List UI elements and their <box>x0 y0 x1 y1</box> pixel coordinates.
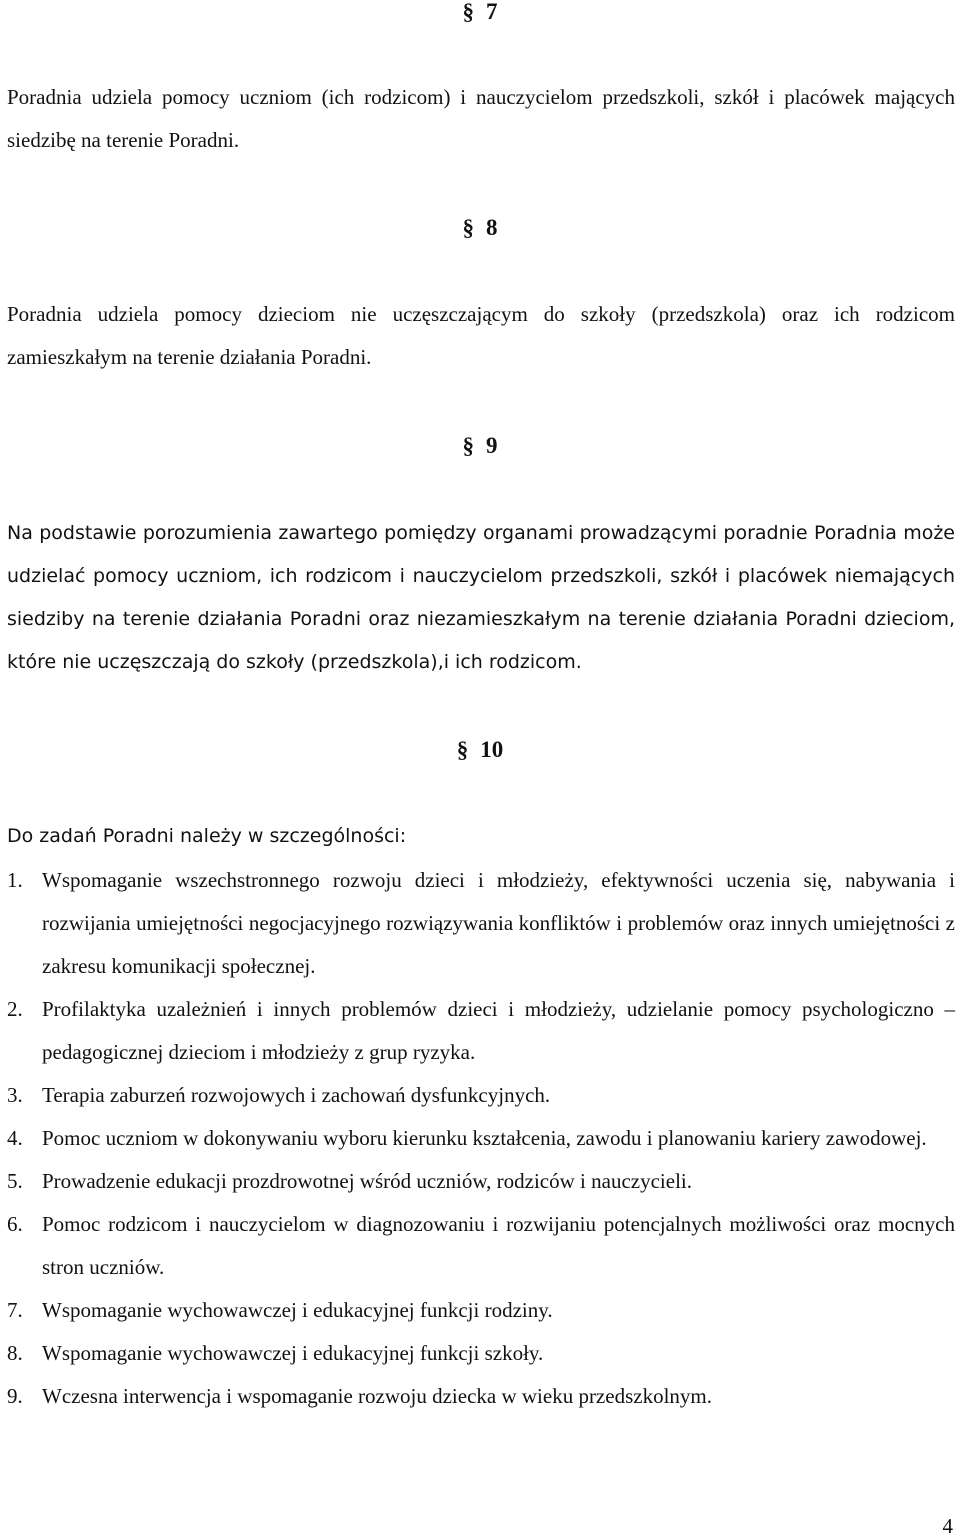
section-symbol: § <box>462 215 474 240</box>
list-item-text: Prowadzenie edukacji prozdrowotnej wśród uczniów, rodziców i nauczycieli. <box>42 1169 692 1193</box>
list-item <box>7 1375 955 1418</box>
list-item-number: 2. <box>7 997 23 1021</box>
list-item-number: 7. <box>7 1298 23 1322</box>
section-heading-7 <box>0 0 960 26</box>
section-heading-10 <box>0 736 960 764</box>
section-number: 7 <box>486 0 498 24</box>
section-9-text: Na podstawie porozumienia zawartego pomiędzy organami prowadzącymi poradnie Poradnia może udzielać pomocy uczniom, ich rodzicom i nauczycielom przedszkoli, szkół i placówek niemających siedziby na terenie działania Poradni oraz niezamieszkałym na terenie działania Poradni dzieciom, które nie uczęszczają do szkoły (przedszkola),i ich rodzicom. <box>7 522 955 673</box>
list-item-text: Wspomaganie wychowawczej i edukacyjnej funkcji rodziny. <box>42 1298 553 1322</box>
section-number: 8 <box>486 215 498 240</box>
list-item-text: Terapia zaburzeń rozwojowych i zachowań dysfunkcyjnych. <box>42 1083 551 1107</box>
section-symbol: § <box>462 433 474 458</box>
list-item-text: Pomoc uczniom w dokonywaniu wyboru kierunku kształcenia, zawodu i planowaniu kariery zawodowej. <box>42 1126 927 1150</box>
list-item-number: 5. <box>7 1169 23 1193</box>
list-item <box>7 988 955 1074</box>
list-item-text: Pomoc rodzicom i nauczycielom w diagnozowaniu i rozwijaniu potencjalnych możliwości oraz mocnych stron uczniów. <box>42 1212 955 1279</box>
section-number: 10 <box>480 737 504 762</box>
tasks-list <box>7 859 955 1418</box>
list-item-text: Wspomaganie wychowawczej i edukacyjnej funkcji szkoły. <box>42 1341 544 1365</box>
list-item <box>7 1117 955 1160</box>
section-symbol: § <box>456 737 469 762</box>
list-item-text: Wspomaganie wszechstronnego rozwoju dzieci i młodzieży, efektywności uczenia się, nabywania i rozwijania umiejętności negocjacyjnego rozwiązywania konfliktów i problemów oraz innych umiejętności z zakresu komunikacji społecznej. <box>42 868 955 978</box>
list-item-number: 3. <box>7 1083 23 1107</box>
list-item-text: Wczesna interwencja i wspomaganie rozwoju dziecka w wieku przedszkolnym. <box>42 1384 712 1408</box>
page-number: 4 <box>942 1514 953 1538</box>
list-item-number: 8. <box>7 1341 23 1365</box>
list-item <box>7 1074 955 1117</box>
list-item <box>7 1289 955 1332</box>
section-heading-9 <box>0 432 960 460</box>
list-item-text: Profilaktyka uzależnień i innych problemów dzieci i młodzieży, udzielanie pomocy psychologiczno – pedagogicznej dzieciom i młodzieży z grup ryzyka. <box>42 997 955 1064</box>
list-item-number: 4. <box>7 1126 23 1150</box>
section-number: 9 <box>486 433 498 458</box>
section-symbol: § <box>462 0 474 24</box>
list-item-number: 9. <box>7 1384 23 1408</box>
section-8-text: Poradnia udziela pomocy dzieciom nie uczęszczającym do szkoły (przedszkola) oraz ich rodzicom zamieszkałym na terenie działania Poradni. <box>7 302 955 369</box>
list-item <box>7 1332 955 1375</box>
section-7-text: Poradnia udziela pomocy uczniom (ich rodzicom) i nauczycielom przedszkoli, szkół i placówek mających siedzibę na terenie Poradni. <box>7 85 955 152</box>
section-heading-8 <box>0 214 960 242</box>
list-item <box>7 859 955 988</box>
list-item <box>7 1160 955 1203</box>
section-10-intro: Do zadań Poradni należy w szczególności: <box>7 825 407 847</box>
list-item <box>7 1203 955 1289</box>
list-item-number: 6. <box>7 1212 23 1236</box>
list-item-number: 1. <box>7 868 23 892</box>
